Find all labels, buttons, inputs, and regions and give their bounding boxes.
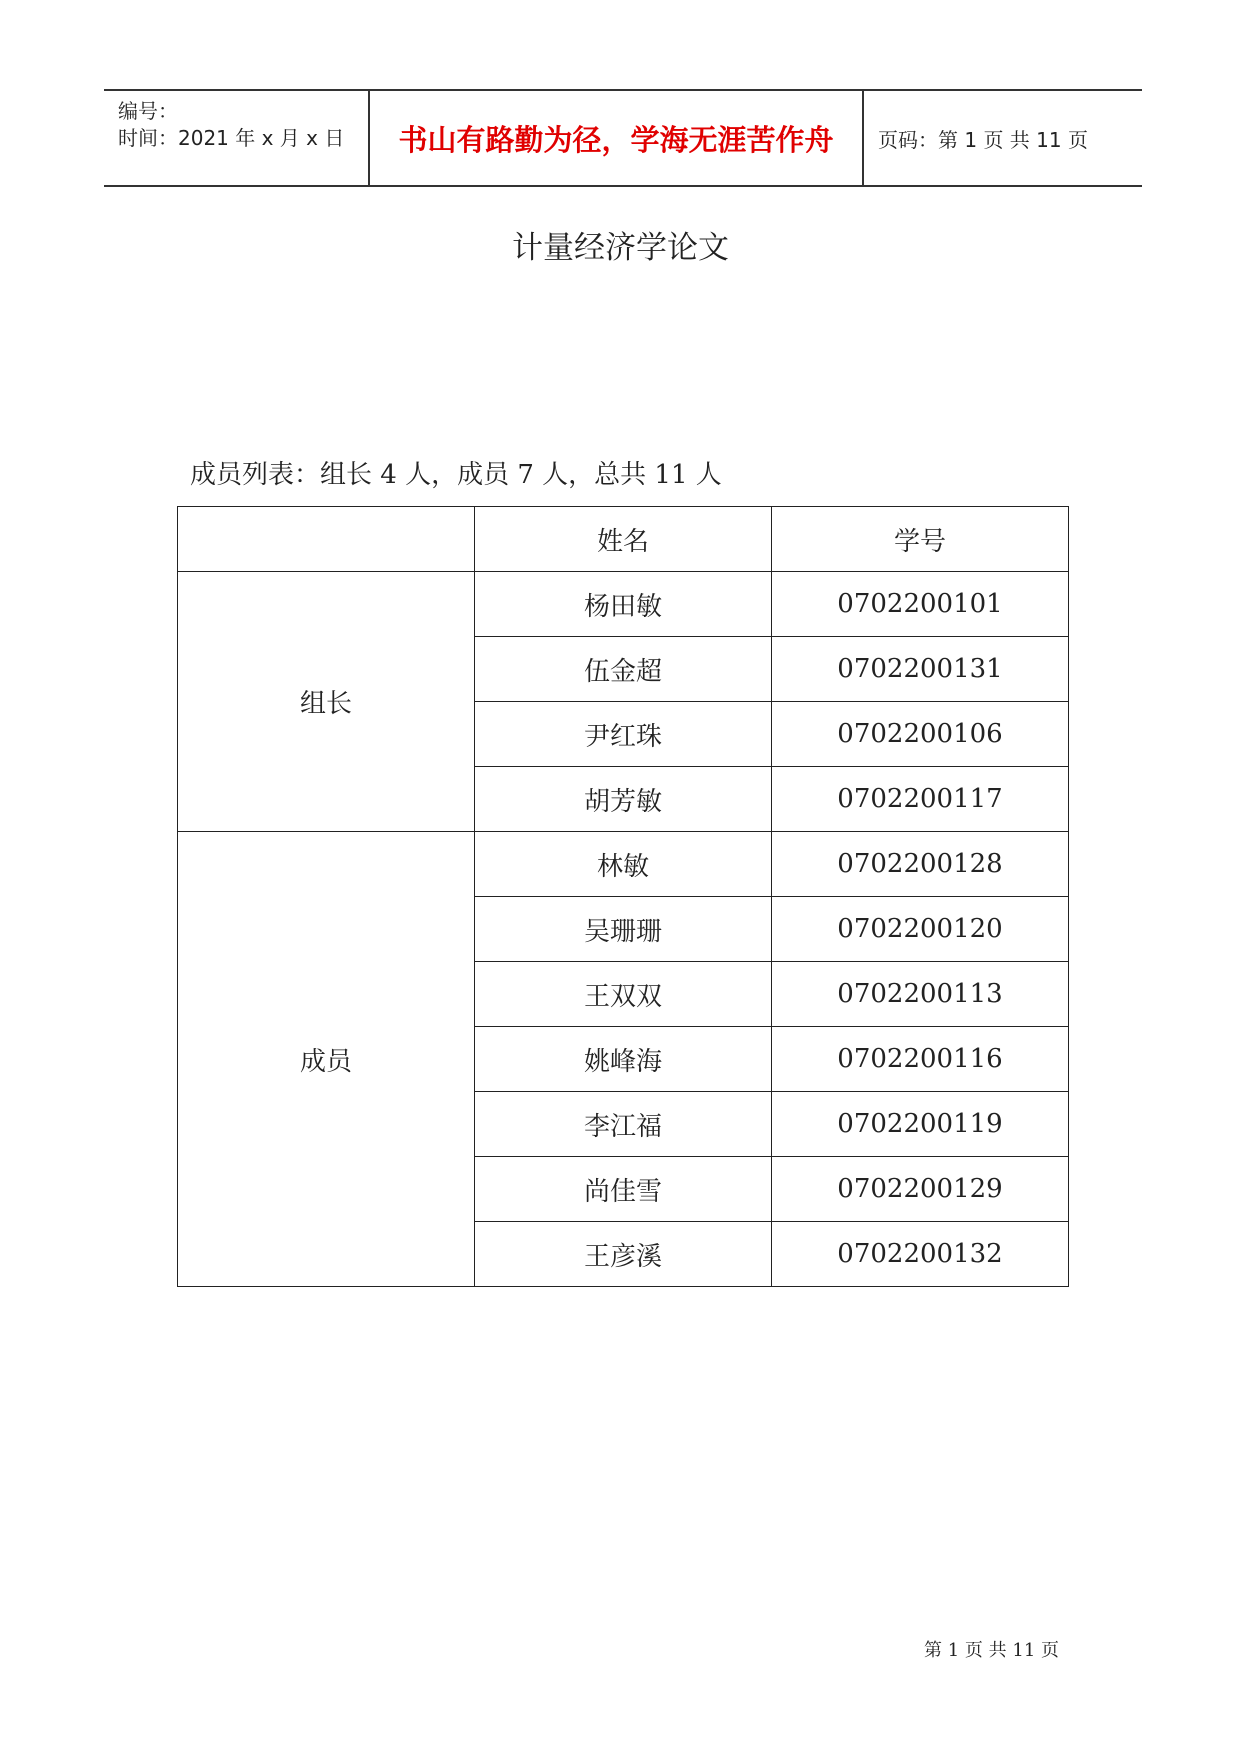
id-cell: 0702200129 [772,1157,1069,1222]
name-cell: 尚佳雪 [475,1157,772,1222]
name-cell: 王彦溪 [475,1222,772,1287]
id-cell: 0702200116 [772,1027,1069,1092]
id-cell: 0702200117 [772,767,1069,832]
page-footer: 第 1 页 共 11 页 [924,1640,1059,1661]
table-header-row [178,507,1069,572]
role-cell-members: 成员 [178,832,475,1287]
id-cell: 0702200131 [772,637,1069,702]
document-title: 计量经济学论文 [512,230,729,266]
number-label: 编号： [118,99,178,123]
name-cell: 李江福 [475,1092,772,1157]
header-cell-role [178,507,475,572]
id-cell: 0702200119 [772,1092,1069,1157]
header-page-label: 页码：第 1 页 共 11 页 [878,127,1088,152]
header-meta [104,91,370,185]
id-cell: 0702200101 [772,572,1069,637]
name-cell: 姚峰海 [475,1027,772,1092]
name-cell: 吴珊珊 [475,897,772,962]
name-cell: 王双双 [475,962,772,1027]
header-motto: 书山有路勤为径，学海无涯苦作舟 [370,91,864,185]
name-cell: 尹红珠 [475,702,772,767]
header-cell-id: 学号 [772,507,1069,572]
id-cell: 0702200128 [772,832,1069,897]
member-table [177,506,1069,1287]
id-cell: 0702200106 [772,702,1069,767]
role-cell-leaders: 组长 [178,572,475,832]
id-cell: 0702200113 [772,962,1069,1027]
name-cell: 胡芳敏 [475,767,772,832]
time-label: 时间：2021 年 x 月 x 日 [118,126,345,150]
name-cell: 伍金超 [475,637,772,702]
id-cell: 0702200120 [772,897,1069,962]
table-row [178,832,1069,897]
name-cell: 林敏 [475,832,772,897]
table-row [178,572,1069,637]
page-header [104,89,1142,187]
member-summary: 成员列表：组长 4 人，成员 7 人，总共 11 人 [190,460,722,490]
id-cell: 0702200132 [772,1222,1069,1287]
header-cell-name: 姓名 [475,507,772,572]
name-cell: 杨田敏 [475,572,772,637]
